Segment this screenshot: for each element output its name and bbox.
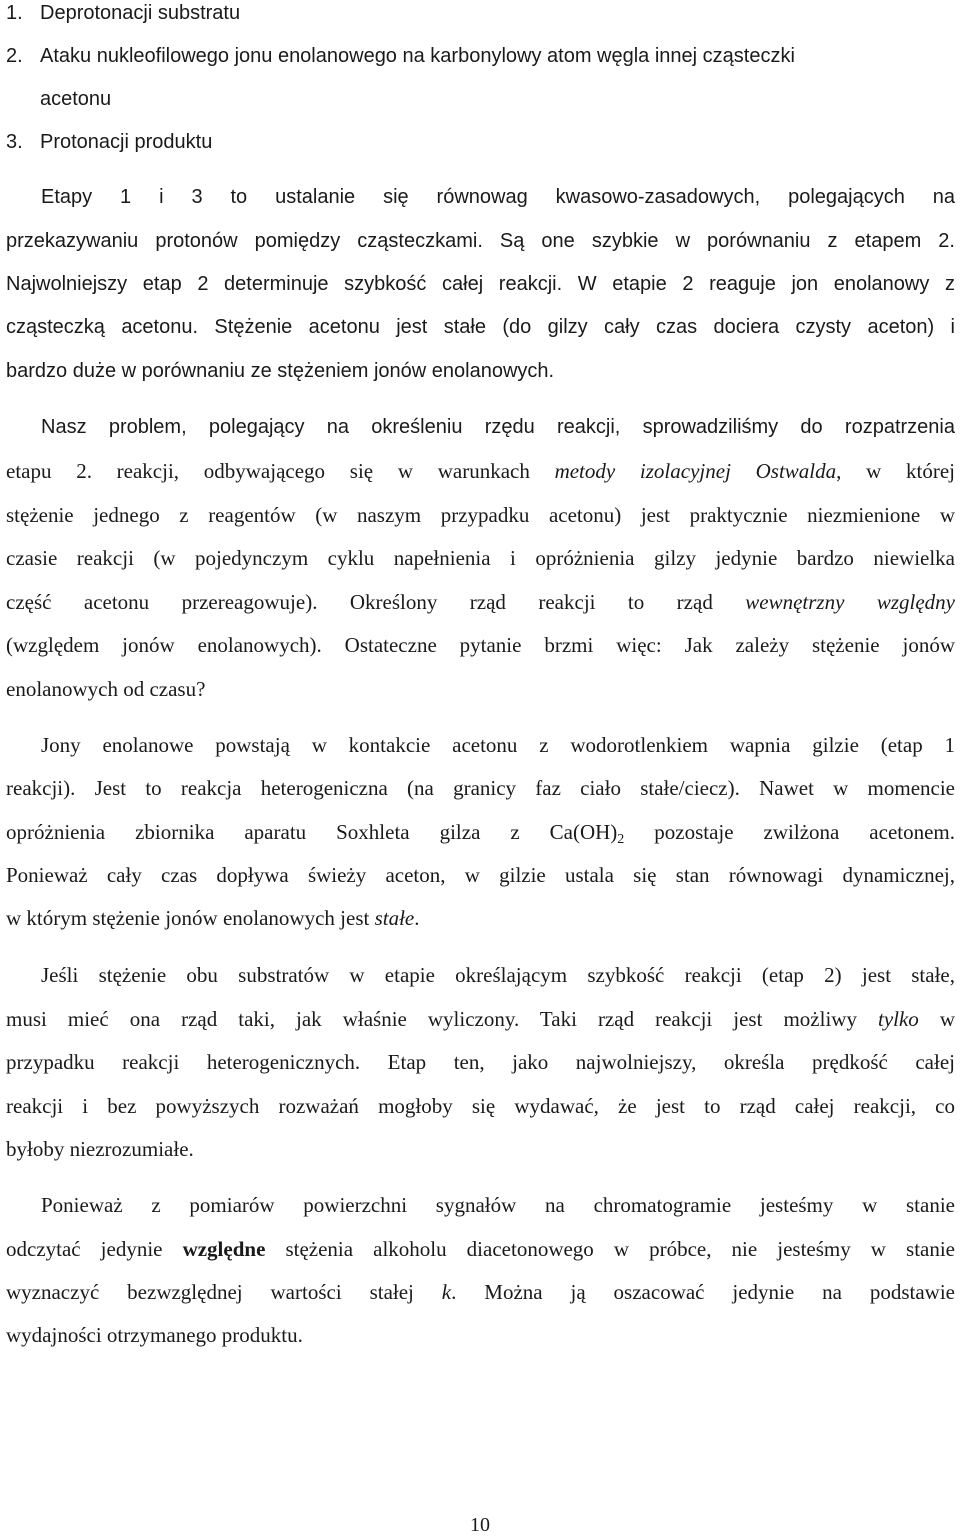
paragraph-line: przekazywaniu protonów pomiędzy cząsteczkami. Są one szybkie w porównaniu z etapem 2.	[6, 230, 955, 252]
paragraph-line: byłoby niezrozumiałe.	[6, 1137, 194, 1161]
paragraph-line: enolanowych od czasu?	[6, 677, 206, 701]
paragraph-line: wydajności otrzymanego produktu.	[6, 1323, 303, 1347]
paragraph-line: część acetonu przereagowuje). Określony rząd reakcji to rząd wewnętrzny względny	[6, 590, 955, 614]
list-text: Deprotonacji substratu	[40, 2, 241, 24]
paragraph-line: wyznaczyć bezwzględnej wartości stałej k. Można ją oszacować jedynie na podstawie	[6, 1280, 955, 1304]
paragraph-line: Ponieważ cały czas dopływa świeży aceton, w gilzie ustala się stan równowagi dynamicznej,	[6, 863, 955, 887]
list-number: 2.	[6, 45, 23, 67]
paragraph-line: odczytać jedynie względne stężenia alkoholu diacetonowego w próbce, nie jesteśmy w stanie	[6, 1237, 956, 1261]
paragraph-line: Jeśli stężenie obu substratów w etapie określającym szybkość reakcji (etap 2) jest stałe,	[41, 963, 955, 987]
list-text: acetonu	[40, 88, 112, 110]
paragraph-line: (względem jonów enolanowych). Ostateczne pytanie brzmi więc: Jak zależy stężenie jonów	[6, 633, 955, 657]
list-text: Protonacji produktu	[40, 131, 213, 153]
paragraph-line: przypadku reakcji heterogenicznych. Etap ten, jako najwolniejszy, określa prędkość całej	[6, 1050, 955, 1074]
paragraph-line: bardzo duże w porównaniu ze stężeniem jonów enolanowych.	[6, 360, 555, 382]
list-number: 3.	[6, 131, 23, 153]
paragraph-line: opróżnienia zbiornika aparatu Soxhleta gilza z $Ca(OH)_2$ pozostaje zwilżona acetonem.	[6, 820, 956, 847]
list-text: Ataku nukleofilowego jonu enolanowego na karbonylowy atom węgla innej cząsteczki	[40, 45, 795, 67]
paragraph-line: reakcji i bez powyższych rozważań mogłoby się wydawać, że jest to rząd całej reakcji, co	[6, 1094, 955, 1118]
paragraph-line: musi mieć ona rząd taki, jak właśnie wyliczony. Taki rząd reakcji jest możliwy tylko w	[6, 1007, 955, 1031]
paragraph-line: Ponieważ z pomiarów powierzchni sygnałów na chromatogramie jesteśmy w stanie	[41, 1193, 955, 1217]
paragraph-line: Najwolniejszy etap 2 determinuje szybkość całej reakcji. W etapie 2 reaguje jon enolanowy z	[6, 273, 955, 295]
paragraph-line: stężenie jednego z reagentów (w naszym przypadku acetonu) jest praktycznie niezmienione w	[6, 503, 955, 527]
paragraph-line: Etapy 1 i 3 to ustalanie się równowag kwasowo-zasadowych, polegających na	[41, 186, 955, 208]
paragraph-line: czasie reakcji (w pojedynczym cyklu napełnienia i opróżnienia gilzy jedynie bardzo niewielka	[6, 546, 955, 570]
paragraph-line: reakcji). Jest to reakcja heterogeniczna (na granicy faz ciało stałe/ciecz). Nawet w momencie	[6, 776, 955, 800]
list-number: 1.	[6, 2, 23, 24]
paragraph-line: etapu 2. reakcji, odbywającego się w warunkach metody izolacyjnej Ostwalda, w której	[6, 459, 955, 483]
paragraph-line: cząsteczką acetonu. Stężenie acetonu jest stałe (do gilzy cały czas dociera czysty aceton) i	[6, 316, 955, 338]
paragraph-line: Jony enolanowe powstają w kontakcie acetonu z wodorotlenkiem wapnia gilzie (etap 1	[41, 733, 955, 757]
paragraph-line: w którym stężenie jonów enolanowych jest stałe.	[6, 906, 420, 930]
page-number: 10	[470, 1514, 490, 1536]
paragraph-line: Nasz problem, polegający na określeniu rzędu reakcji, sprowadziliśmy do rozpatrzenia	[41, 416, 955, 438]
